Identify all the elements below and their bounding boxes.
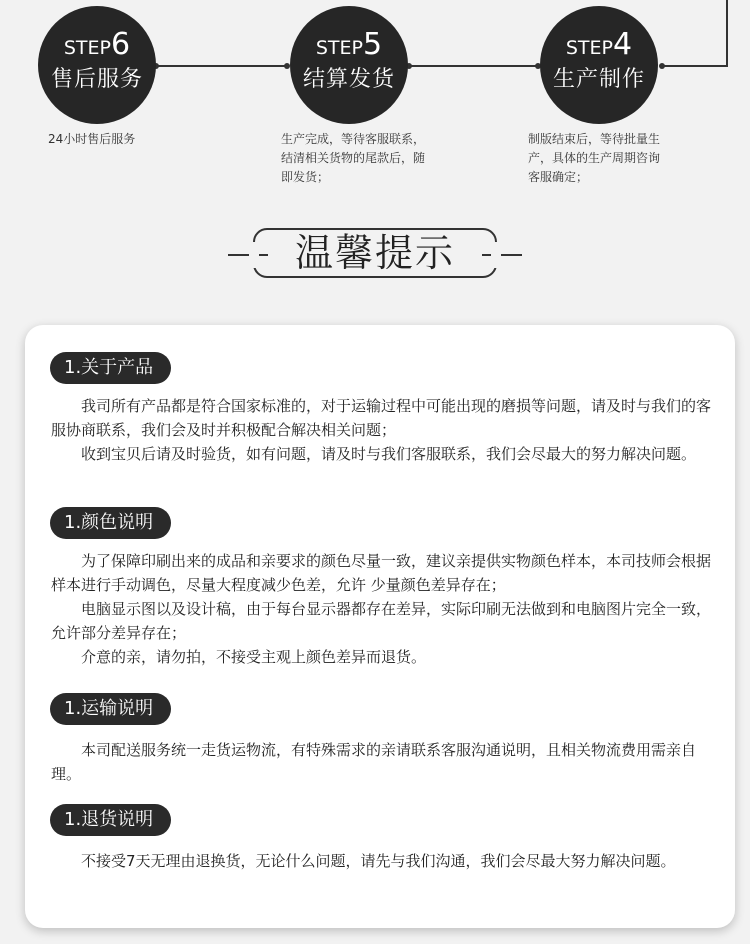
step-description: 制版结束后，等待批量生 产，具体的生产周期咨询 客服确定； [528, 132, 661, 184]
step-number: 6 [111, 27, 131, 62]
step-title: 结算发货 [302, 67, 395, 92]
step-title: 售后服务 [50, 67, 143, 92]
step-description: 生产完成，等待客服联系， 结清相关货物的尾款后，随 即发货； [281, 132, 426, 184]
paragraph: 我司所有产品都是符合国家标准的，对于运输过程中可能出现的磨损等问题，请及时与我们的客服协商联系，我们会及时并积极配合解决相关问题； [51, 397, 712, 439]
section-body-shipping [51, 738, 721, 786]
heading-title: 温馨提示 [294, 231, 455, 275]
paragraph: 本司配送服务统一走货运物流，有特殊需求的亲请联系客服沟通说明，且相关物流费用需亲自理。 [51, 741, 697, 783]
connector-line [410, 65, 539, 67]
section-label-color: 1.颜色说明 [50, 507, 171, 539]
step-circle-5 [290, 6, 408, 124]
connector-line [663, 65, 727, 67]
connector-dot [659, 63, 665, 69]
tips-card [25, 325, 735, 928]
section-body-color [51, 549, 721, 669]
step-prefix: STEP [315, 37, 364, 59]
connector-line [726, 0, 728, 67]
connector-line [158, 65, 289, 67]
section-body-returns [51, 849, 721, 873]
step-code [38, 28, 156, 66]
step-title: 生产制作 [552, 67, 645, 92]
paragraph: 不接受7天无理由退换货，无论什么问题，请先与我们沟通，我们会尽最大努力解决问题。 [81, 852, 676, 870]
tips-heading [0, 228, 750, 282]
step-code [540, 28, 658, 66]
paragraph: 收到宝贝后请及时验货，如有问题，请及时与我们客服联系，我们会尽最大的努力解决问题。 [81, 445, 697, 463]
step-code [290, 28, 408, 66]
section-label-returns: 1.退货说明 [50, 804, 171, 836]
paragraph: 电脑显示图以及设计稿，由于每台显示器都存在差异，实际印刷无法做到和电脑图片完全一致，允许部分差异存在； [51, 600, 712, 642]
step-number: 4 [613, 27, 633, 62]
step-circle-4 [540, 6, 658, 124]
step-description [48, 130, 248, 149]
step-prefix: STEP [565, 37, 614, 59]
paragraph: 为了保障印刷出来的成品和亲要求的颜色尽量一致，建议亲提供实物颜色样本，本司技师会根据样本进行手动调色，尽量大程度减少色差，允许 少量颜色差异存在； [51, 552, 712, 594]
step-circle-6 [38, 6, 156, 124]
section-label-shipping: 1.运输说明 [50, 693, 171, 725]
paragraph: 介意的亲，请勿拍，不接受主观上颜色差异而退货。 [81, 648, 427, 666]
step-number: 5 [363, 27, 383, 62]
step-prefix: STEP [63, 37, 112, 59]
step-desc-text: 24小时售后服务 [48, 132, 136, 146]
section-body-product [51, 394, 721, 466]
section-label-product: 1.关于产品 [50, 352, 171, 384]
